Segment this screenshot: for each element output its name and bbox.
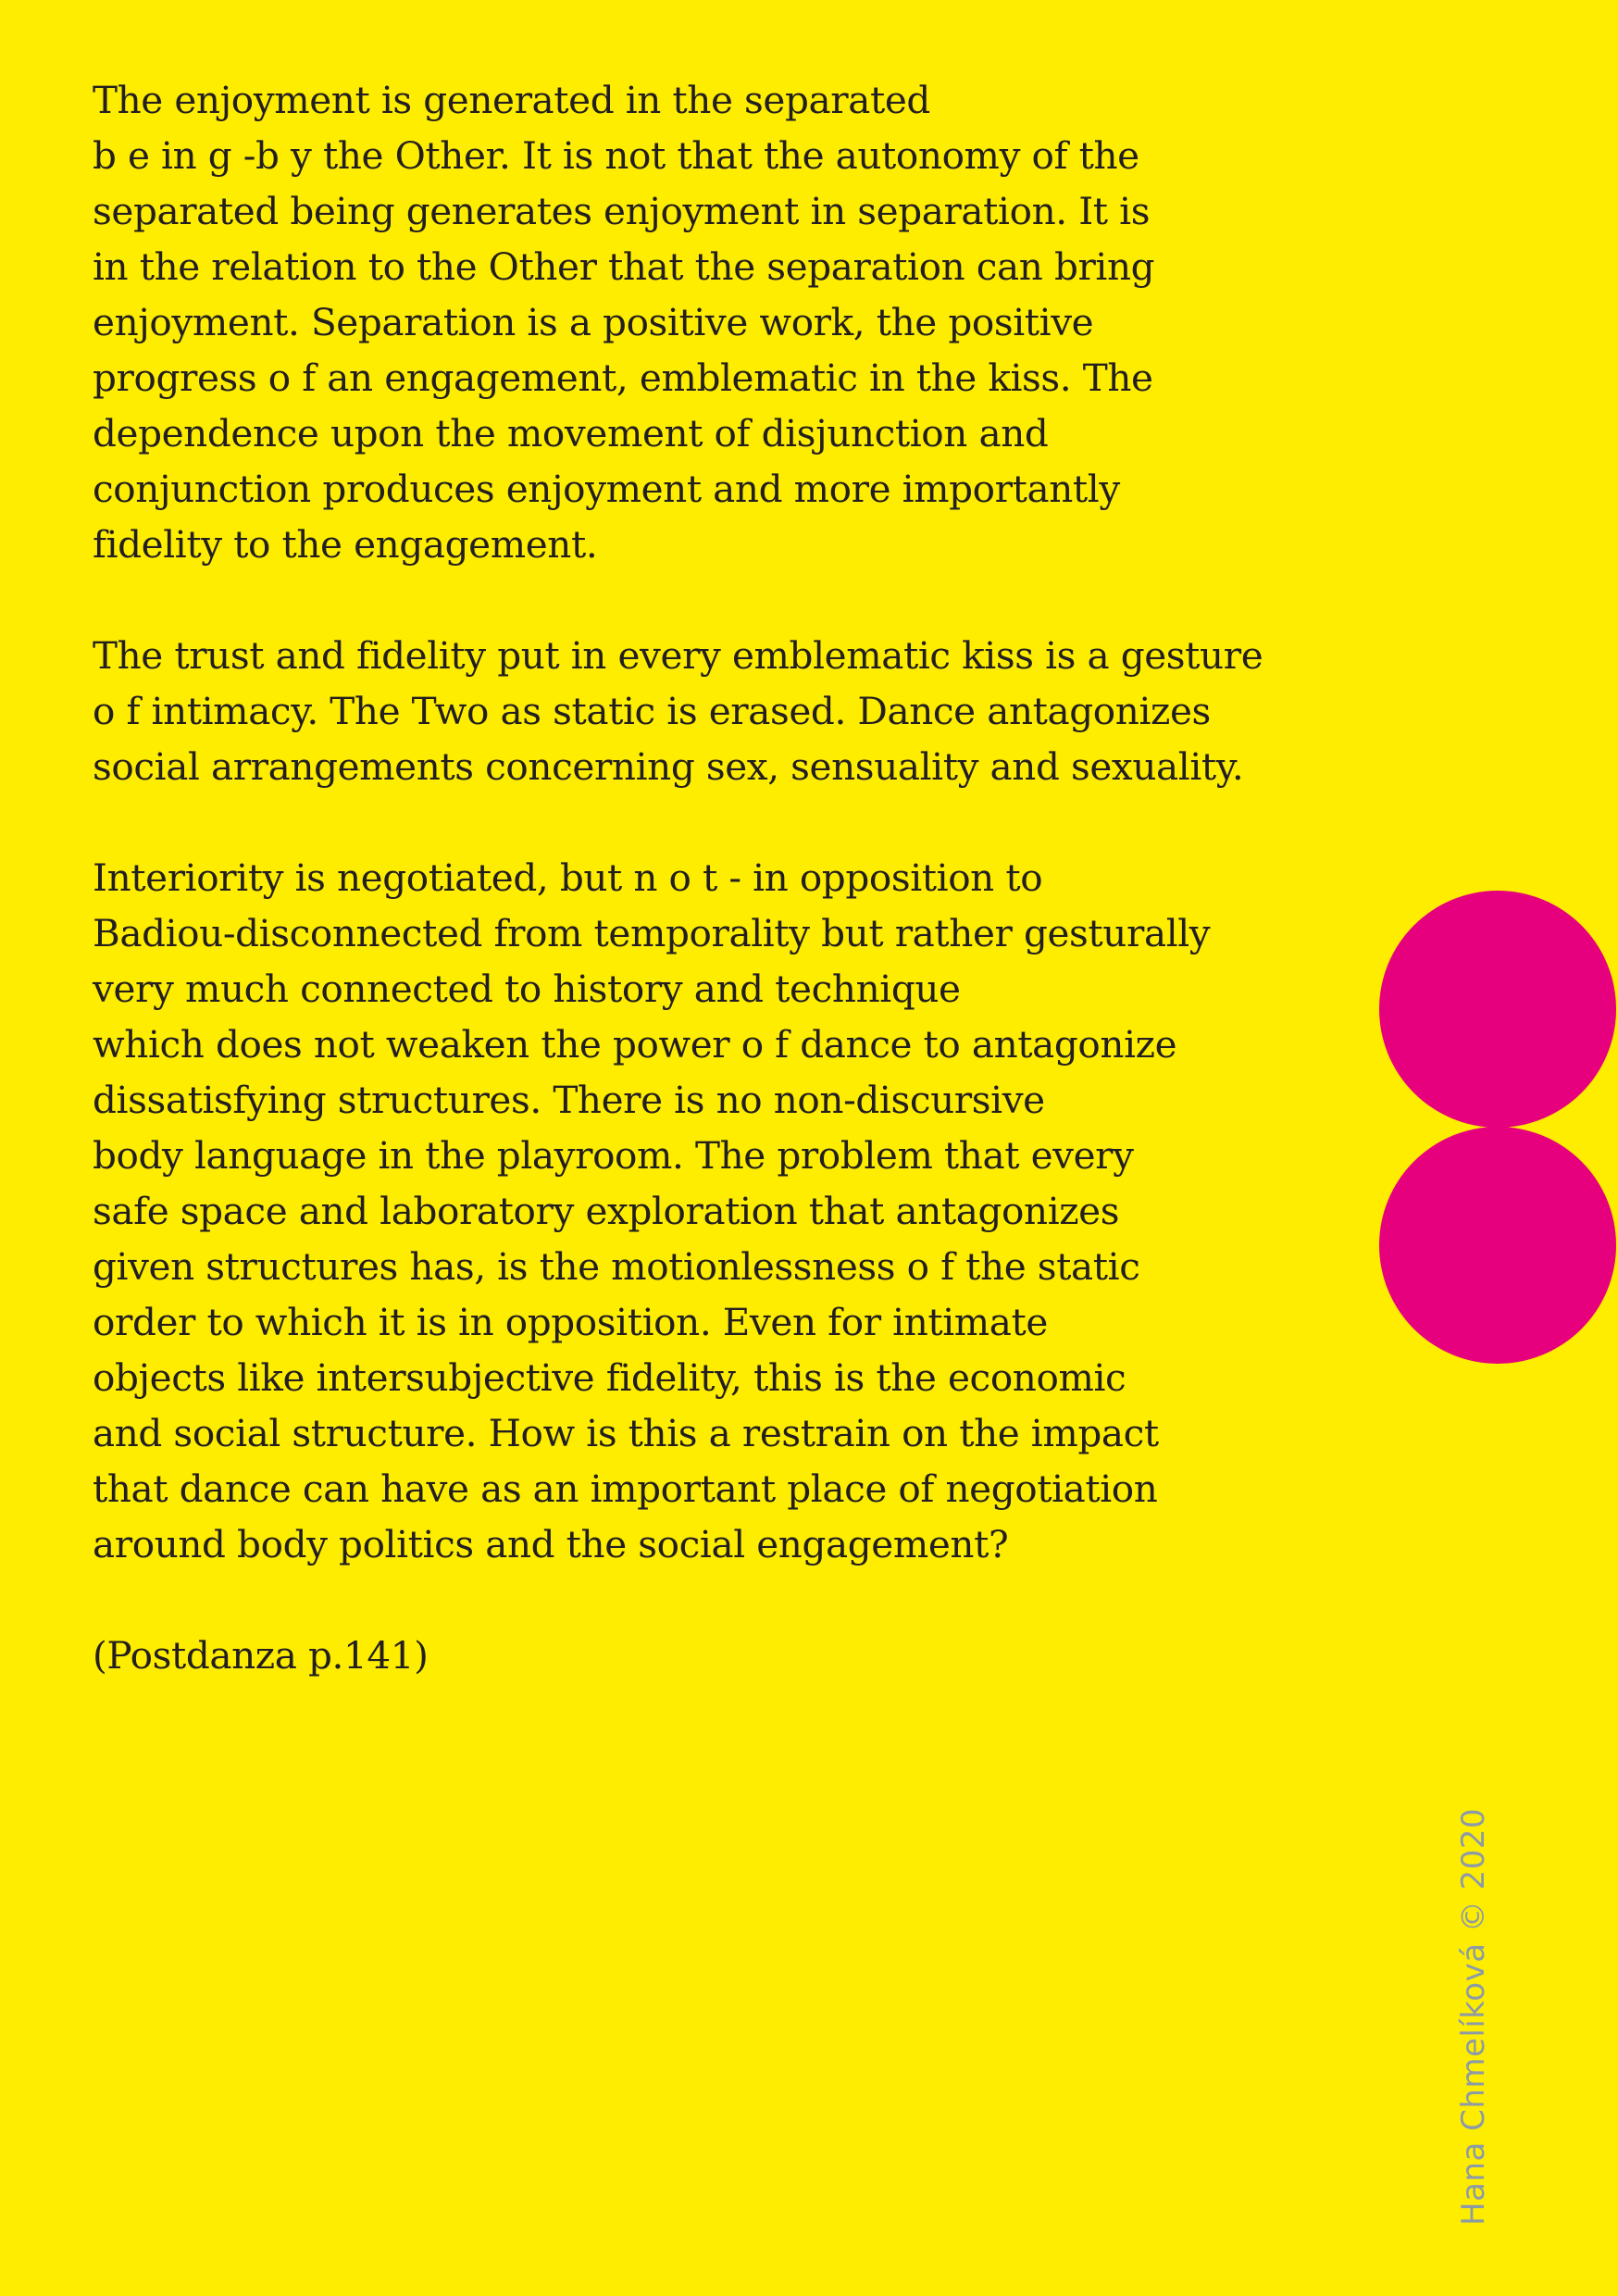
paragraph-2 [93,628,1296,794]
text-line: conjunction produces enjoyment and more importantly [93,467,1120,511]
magenta-circle-top [1379,891,1616,1128]
text-line: dependence upon the movement of disjunction and [93,411,1049,455]
text-line: The trust and fidelity put in every emblematic kiss is a gesture [93,633,1263,678]
text-line: in the relation to the Other that the separation can bring [93,244,1155,289]
copyright-credit: Hana Chmelíková © 2020 [1455,1807,1492,2226]
body-text [93,72,1296,1683]
citation: (Postdanza p.141) [93,1633,429,1678]
text-line: given structures has, is the motionlessness o f the static [93,1244,1140,1289]
text-line: which does not weaken the power o f dance to antagonize [93,1022,1177,1067]
text-line: fidelity to the engagement. [93,522,598,567]
text-line: very much connected to history and technique [93,967,961,1011]
text-line: The enjoyment is generated in the separated [93,78,930,122]
text-line: that dance can have as an important place of negotiation [93,1466,1158,1511]
text-line: dissatisfying structures. There is no non-discursive [93,1078,1045,1122]
paragraph-3 [93,850,1296,1572]
text-line: o f intimacy. The Two as static is erased. Dance antagonizes [93,689,1211,733]
text-line: separated being generates enjoyment in separation. It is [93,189,1151,233]
text-line: Interiority is negotiated, but n o t - in opposition to [93,855,1043,900]
text-line: Badiou-disconnected from temporality but rather gesturally [93,911,1211,955]
paragraph-1 [93,72,1296,572]
text-line: enjoyment. Separation is a positive work, the positive [93,300,1094,344]
text-line: social arrangements concerning sex, sensuality and sexuality. [93,744,1244,789]
text-line: progress o f an engagement, emblematic in the kiss. The [93,356,1153,400]
text-line: order to which it is in opposition. Even for intimate [93,1300,1048,1344]
text-line: and social structure. How is this a restrain on the impact [93,1411,1159,1455]
text-line: objects like intersubjective fidelity, this is the economic [93,1355,1126,1400]
text-line: body language in the playroom. The problem that every [93,1133,1134,1178]
magenta-circle-bottom [1379,1127,1616,1364]
text-line: safe space and laboratory exploration that antagonizes [93,1189,1120,1233]
text-line: b e in g -b y the Other. It is not that the autonomy of the [93,133,1139,178]
text-line: around body politics and the social engagement? [93,1522,1009,1566]
